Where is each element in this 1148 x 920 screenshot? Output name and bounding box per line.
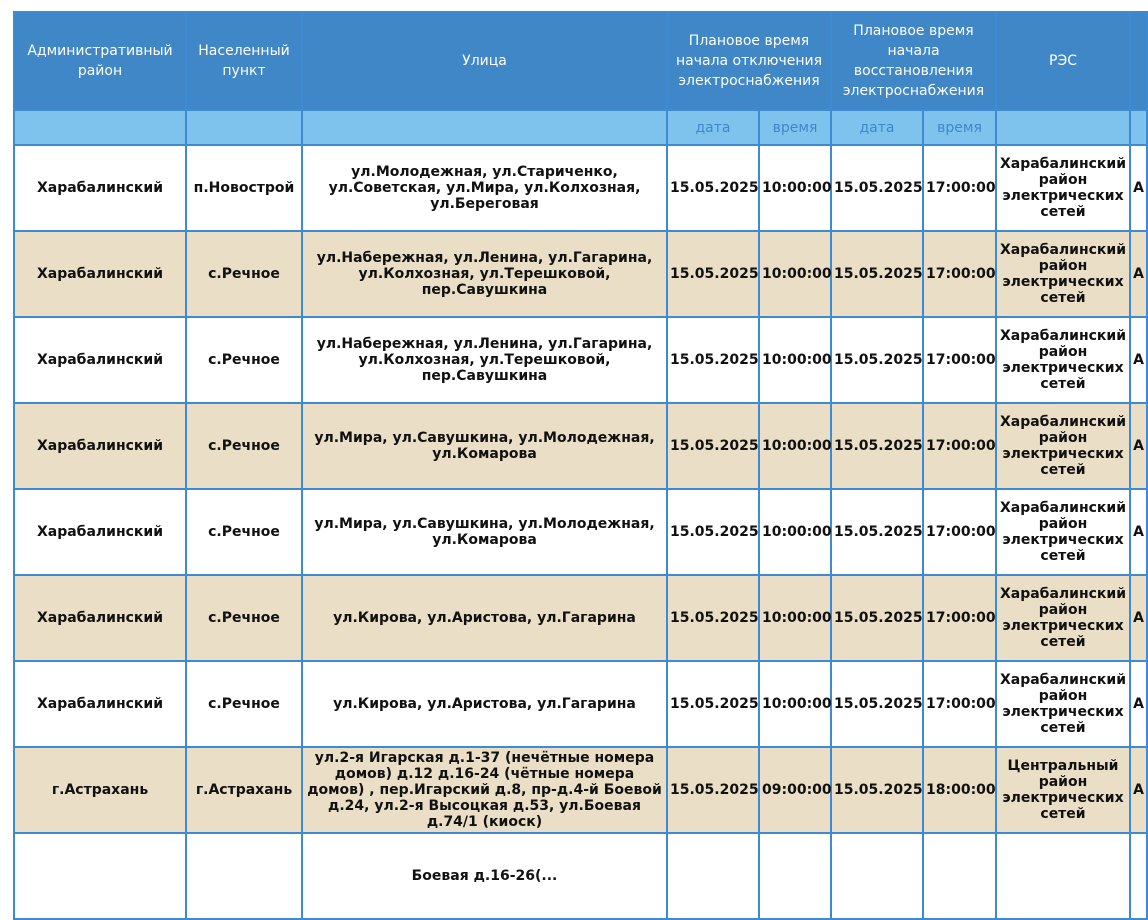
cell-res: Харабалинский район электрических сетей [996, 489, 1130, 575]
cell-street: ул.Кирова, ул.Аристова, ул.Гагарина [302, 661, 667, 747]
cell-res: Харабалинский район электрических сетей [996, 317, 1130, 403]
cell-off-date: 15.05.2025 [667, 489, 759, 575]
cell-res: Центральный район электрических сетей [996, 747, 1130, 833]
cell-off-date: 15.05.2025 [667, 575, 759, 661]
cell-street: ул.Мира, ул.Савушкина, ул.Молодежная, ул.Комарова [302, 403, 667, 489]
table-row [14, 661, 1147, 747]
cell-district: Харабалинский [14, 575, 186, 661]
table-row [14, 317, 1147, 403]
table-row [14, 403, 1147, 489]
cell-on-time: 17:00:00 [923, 575, 996, 661]
cell-extra: А [1130, 575, 1147, 661]
cell-res: Харабалинский район электрических сетей [996, 231, 1130, 317]
col-res: РЭС [996, 12, 1130, 110]
sub-empty [996, 110, 1130, 145]
header-row [14, 12, 1147, 110]
table-row [14, 145, 1147, 231]
cell-off-time: 09:00:00 [759, 747, 831, 833]
cell-district: Харабалинский [14, 661, 186, 747]
sub-off-time: время [759, 110, 831, 145]
cell-locality: с.Речное [186, 231, 302, 317]
cell-off-time: 10:00:00 [759, 489, 831, 575]
cell-off-date: 15.05.2025 [667, 661, 759, 747]
cell-on-time: 17:00:00 [923, 489, 996, 575]
cell-extra: А [1130, 661, 1147, 747]
cell-on-time [923, 833, 996, 919]
col-district: Административный район [14, 12, 186, 110]
cell-on-time: 17:00:00 [923, 145, 996, 231]
cell-on-date: 15.05.2025 [831, 489, 923, 575]
col-on-time: Плановое время начала восстановления электроснабжения [831, 12, 996, 110]
cell-street: ул.Набережная, ул.Ленина, ул.Гагарина, ул.Колхозная, ул.Терешковой, пер.Савушкина [302, 231, 667, 317]
cell-district [14, 833, 186, 919]
cell-extra: А [1130, 403, 1147, 489]
sub-on-date: дата [831, 110, 923, 145]
cell-on-date: 15.05.2025 [831, 231, 923, 317]
cell-extra: А [1130, 317, 1147, 403]
table-row [14, 575, 1147, 661]
cell-extra [1130, 833, 1147, 919]
cell-locality: с.Речное [186, 489, 302, 575]
cell-locality: с.Речное [186, 403, 302, 489]
cell-res: Харабалинский район электрических сетей [996, 575, 1130, 661]
table-row [14, 231, 1147, 317]
cell-on-date [831, 833, 923, 919]
cell-off-date: 15.05.2025 [667, 747, 759, 833]
cell-extra: А [1130, 231, 1147, 317]
sub-off-date: дата [667, 110, 759, 145]
sub-on-time: время [923, 110, 996, 145]
cell-off-date: 15.05.2025 [667, 403, 759, 489]
subheader-row [14, 110, 1147, 145]
cell-locality: с.Речное [186, 575, 302, 661]
cell-district: Харабалинский [14, 317, 186, 403]
cell-extra: А [1130, 145, 1147, 231]
cell-district: Харабалинский [14, 489, 186, 575]
cell-locality: г.Астрахань [186, 747, 302, 833]
table-row [14, 833, 1147, 919]
sub-empty [14, 110, 186, 145]
cell-res: Харабалинский район электрических сетей [996, 403, 1130, 489]
sub-empty [302, 110, 667, 145]
cell-off-time: 10:00:00 [759, 317, 831, 403]
cell-on-date: 15.05.2025 [831, 661, 923, 747]
cell-extra: А [1130, 747, 1147, 833]
cell-street: ул.2-я Игарская д.1-37 (нечётные номера домов) д.12 д.16-24 (чётные номера домов) , пер.Игарский д.8, пр-д.4-й Боевой д.24, ул.2-я Высоцкая д.53, ул.Боевая д.74/1 (киоск) [302, 747, 667, 833]
cell-district: Харабалинский [14, 403, 186, 489]
cell-off-time: 10:00:00 [759, 575, 831, 661]
cell-district: Харабалинский [14, 231, 186, 317]
cell-on-time: 17:00:00 [923, 317, 996, 403]
cell-off-date: 15.05.2025 [667, 231, 759, 317]
cell-off-time: 10:00:00 [759, 403, 831, 489]
table-row [14, 747, 1147, 833]
cell-off-date: 15.05.2025 [667, 317, 759, 403]
sub-empty [186, 110, 302, 145]
cell-on-time: 18:00:00 [923, 747, 996, 833]
cell-on-time: 17:00:00 [923, 403, 996, 489]
cell-on-time: 17:00:00 [923, 661, 996, 747]
outage-table [13, 11, 1148, 920]
cell-on-date: 15.05.2025 [831, 403, 923, 489]
cell-locality: п.Новострой [186, 145, 302, 231]
cell-on-time: 17:00:00 [923, 231, 996, 317]
cell-res: Харабалинский район электрических сетей [996, 661, 1130, 747]
col-street: Улица [302, 12, 667, 110]
col-extra [1130, 12, 1147, 110]
cell-off-time: 10:00:00 [759, 231, 831, 317]
cell-off-date [667, 833, 759, 919]
cell-on-date: 15.05.2025 [831, 145, 923, 231]
cell-on-date: 15.05.2025 [831, 747, 923, 833]
cell-street: ул.Мира, ул.Савушкина, ул.Молодежная, ул.Комарова [302, 489, 667, 575]
cell-street: ул.Кирова, ул.Аристова, ул.Гагарина [302, 575, 667, 661]
cell-off-time: 10:00:00 [759, 145, 831, 231]
cell-district: г.Астрахань [14, 747, 186, 833]
cell-on-date: 15.05.2025 [831, 575, 923, 661]
sub-empty [1130, 110, 1147, 145]
cell-on-date: 15.05.2025 [831, 317, 923, 403]
cell-locality: с.Речное [186, 317, 302, 403]
cell-locality [186, 833, 302, 919]
table-row [14, 489, 1147, 575]
cell-off-date: 15.05.2025 [667, 145, 759, 231]
cell-street: Боевая д.16-26(... [302, 833, 667, 919]
cell-res: Харабалинский район электрических сетей [996, 145, 1130, 231]
cell-res [996, 833, 1130, 919]
cell-street: ул.Набережная, ул.Ленина, ул.Гагарина, ул.Колхозная, ул.Терешковой, пер.Савушкина [302, 317, 667, 403]
col-off-time: Плановое время начала отключения электроснабжения [667, 12, 831, 110]
cell-street: ул.Молодежная, ул.Стариченко, ул.Советская, ул.Мира, ул.Колхозная, ул.Береговая [302, 145, 667, 231]
cell-off-time [759, 833, 831, 919]
col-locality: Населенный пункт [186, 12, 302, 110]
cell-extra: А [1130, 489, 1147, 575]
cell-locality: с.Речное [186, 661, 302, 747]
cell-district: Харабалинский [14, 145, 186, 231]
cell-off-time: 10:00:00 [759, 661, 831, 747]
